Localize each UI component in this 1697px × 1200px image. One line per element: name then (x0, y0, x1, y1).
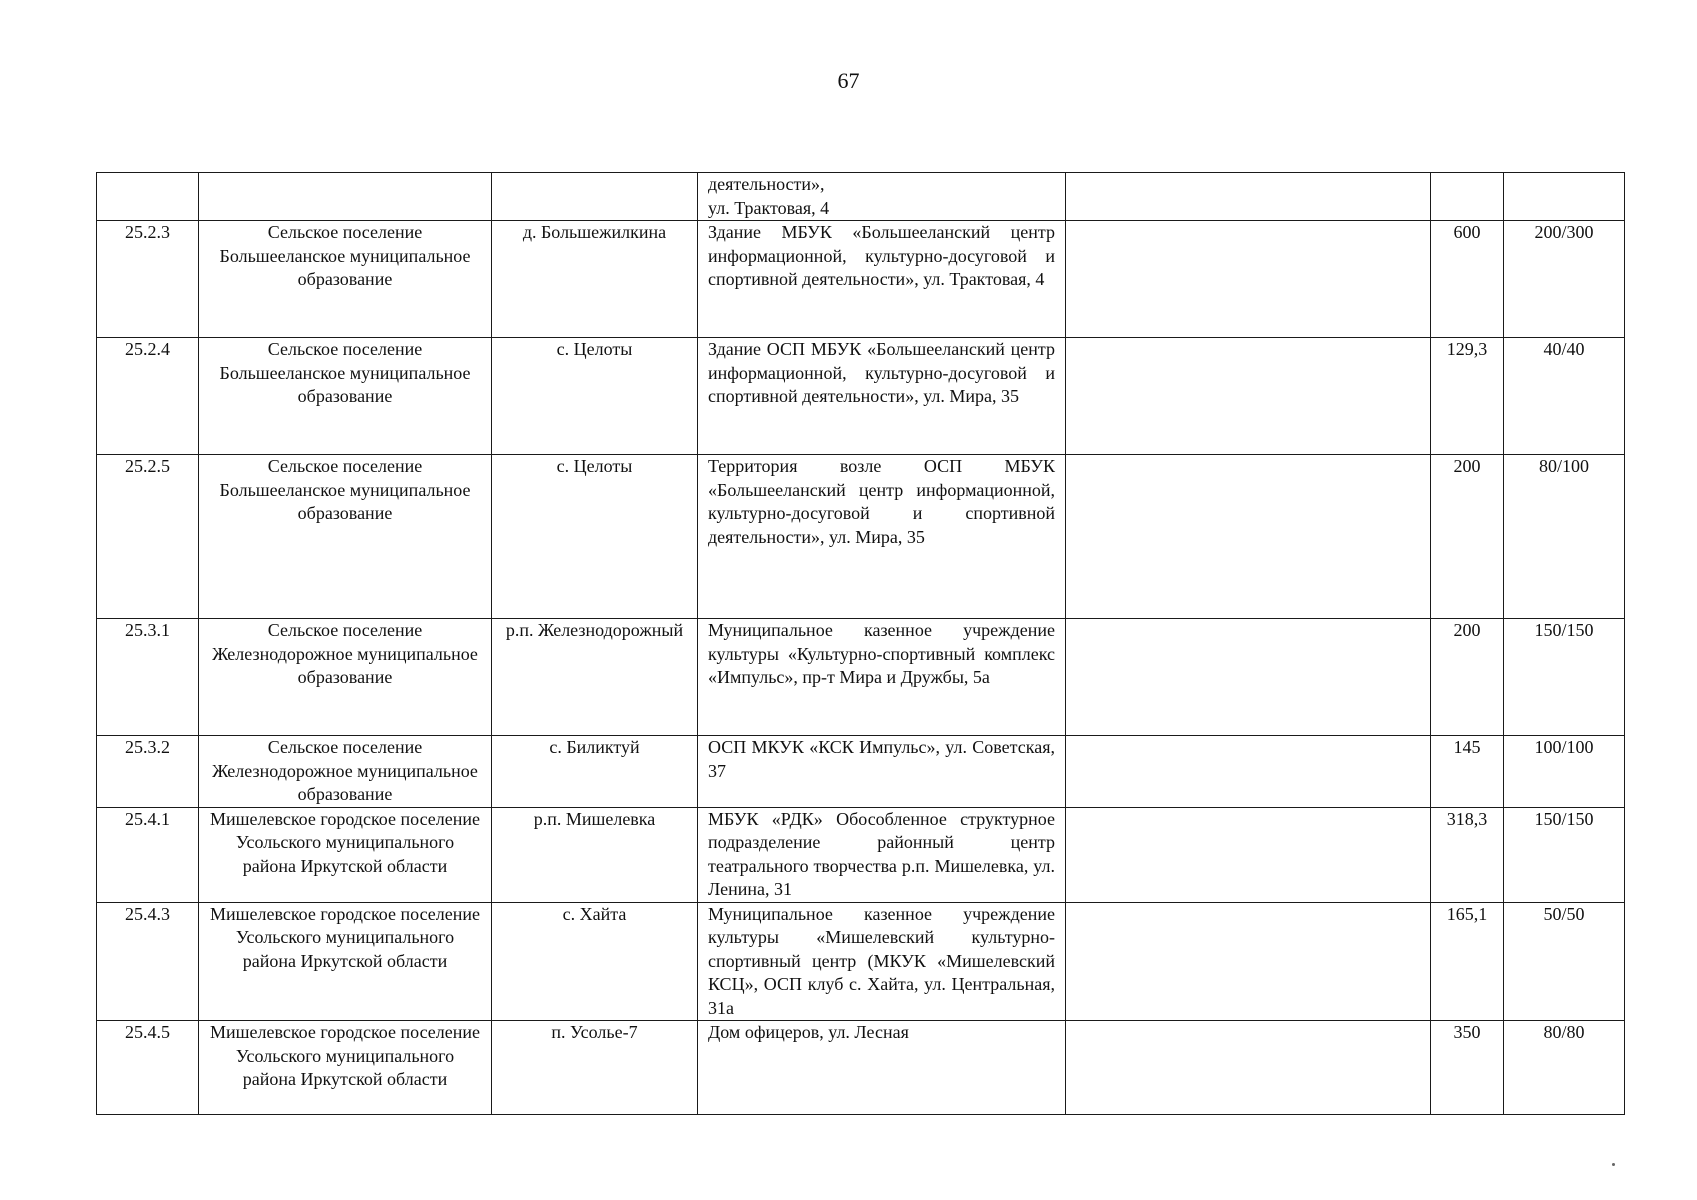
cell-place: р.п. Мишелевка (492, 807, 698, 902)
cell-area: 165,1 (1431, 902, 1504, 1021)
table-row-continuation (97, 173, 1625, 221)
table-row (97, 455, 1625, 619)
cell-note (1066, 455, 1431, 619)
cell-area: 318,3 (1431, 807, 1504, 902)
scan-speck (1612, 1163, 1615, 1166)
table-row (97, 902, 1625, 1021)
cell-area: 600 (1431, 221, 1504, 338)
table-row (97, 338, 1625, 455)
cell-object (698, 173, 1066, 221)
table-row (97, 1021, 1625, 1115)
cell-place (492, 173, 698, 221)
cell-num: 25.3.2 (97, 736, 199, 808)
cell-capacity: 150/150 (1504, 807, 1625, 902)
cell-note (1066, 807, 1431, 902)
cell-note (1066, 221, 1431, 338)
object-line: ул. Трактовая, 4 (708, 197, 830, 218)
object-line: деятельности», (708, 174, 825, 194)
cell-num: 25.2.3 (97, 221, 199, 338)
cell-note (1066, 173, 1431, 221)
cell-object: Территория возле ОСП МБУК «Большееланский центр информационной, культурно-досуговой и спортивной деятельности», ул. Мира, 35 (698, 455, 1066, 619)
cell-settlement: Сельское поселение Железнодорожное муниципальное образование (199, 619, 492, 736)
cell-place: с. Биликтуй (492, 736, 698, 808)
cell-area: 200 (1431, 455, 1504, 619)
cell-settlement: Мишелевское городское поселение Усольского муниципального района Иркутской области (199, 807, 492, 902)
cell-num: 25.4.1 (97, 807, 199, 902)
cell-place: д. Большежилкина (492, 221, 698, 338)
cell-num: 25.4.5 (97, 1021, 199, 1115)
cell-capacity: 80/80 (1504, 1021, 1625, 1115)
cell-object: Муниципальное казенное учреждение культуры «Культурно-спортивный комплекс «Импульс», пр-т Мира и Дружбы, 5а (698, 619, 1066, 736)
cell-settlement: Мишелевское городское поселение Усольского муниципального района Иркутской области (199, 1021, 492, 1115)
cell-note (1066, 736, 1431, 808)
cell-capacity: 200/300 (1504, 221, 1625, 338)
cell-capacity: 150/150 (1504, 619, 1625, 736)
cell-capacity (1504, 173, 1625, 221)
cell-settlement: Мишелевское городское поселение Усольского муниципального района Иркутской области (199, 902, 492, 1021)
cell-note (1066, 338, 1431, 455)
cell-num (97, 173, 199, 221)
cell-num: 25.3.1 (97, 619, 199, 736)
cell-num: 25.4.3 (97, 902, 199, 1021)
cell-area: 129,3 (1431, 338, 1504, 455)
cell-settlement: Сельское поселение Железнодорожное муниципальное образование (199, 736, 492, 808)
cell-area (1431, 173, 1504, 221)
cell-place: с. Целоты (492, 338, 698, 455)
cell-object: Дом офицеров, ул. Лесная (698, 1021, 1066, 1115)
cell-place: р.п. Железнодорожный (492, 619, 698, 736)
cell-capacity: 80/100 (1504, 455, 1625, 619)
cell-note (1066, 902, 1431, 1021)
cell-place: с. Целоты (492, 455, 698, 619)
cell-note (1066, 1021, 1431, 1115)
table-row (97, 807, 1625, 902)
cell-object: Здание ОСП МБУК «Большееланский центр информационной, культурно-досуговой и спортивной деятельности», ул. Мира, 35 (698, 338, 1066, 455)
cell-object: ОСП МКУК «КСК Импульс», ул. Советская, 37 (698, 736, 1066, 808)
cell-note (1066, 619, 1431, 736)
cell-capacity: 100/100 (1504, 736, 1625, 808)
cell-area: 145 (1431, 736, 1504, 808)
page-number: 67 (837, 68, 860, 93)
cell-place: с. Хайта (492, 902, 698, 1021)
cell-object: Здание МБУК «Большееланский центр информационной, культурно-досуговой и спортивной деятельности», ул. Трактовая, 4 (698, 221, 1066, 338)
cell-capacity: 40/40 (1504, 338, 1625, 455)
cell-num: 25.2.4 (97, 338, 199, 455)
cell-capacity: 50/50 (1504, 902, 1625, 1021)
cell-settlement (199, 173, 492, 221)
facilities-table (96, 172, 1625, 1115)
table-row (97, 619, 1625, 736)
cell-object: Муниципальное казенное учреждение культуры «Мишелевский культурно-спортивный центр (МКУК «Мишелевский КСЦ», ОСП клуб с. Хайта, ул. Центральная, 31а (698, 902, 1066, 1021)
cell-settlement: Сельское поселение Большееланское муниципальное образование (199, 338, 492, 455)
table-row (97, 736, 1625, 808)
cell-settlement: Сельское поселение Большееланское муниципальное образование (199, 455, 492, 619)
table-row (97, 221, 1625, 338)
cell-area: 350 (1431, 1021, 1504, 1115)
cell-place: п. Усолье-7 (492, 1021, 698, 1115)
cell-num: 25.2.5 (97, 455, 199, 619)
cell-settlement: Сельское поселение Большееланское муниципальное образование (199, 221, 492, 338)
cell-object: МБУК «РДК» Обособленное структурное подразделение районный центр театрального творчества р.п. Мишелевка, ул. Ленина, 31 (698, 807, 1066, 902)
cell-area: 200 (1431, 619, 1504, 736)
